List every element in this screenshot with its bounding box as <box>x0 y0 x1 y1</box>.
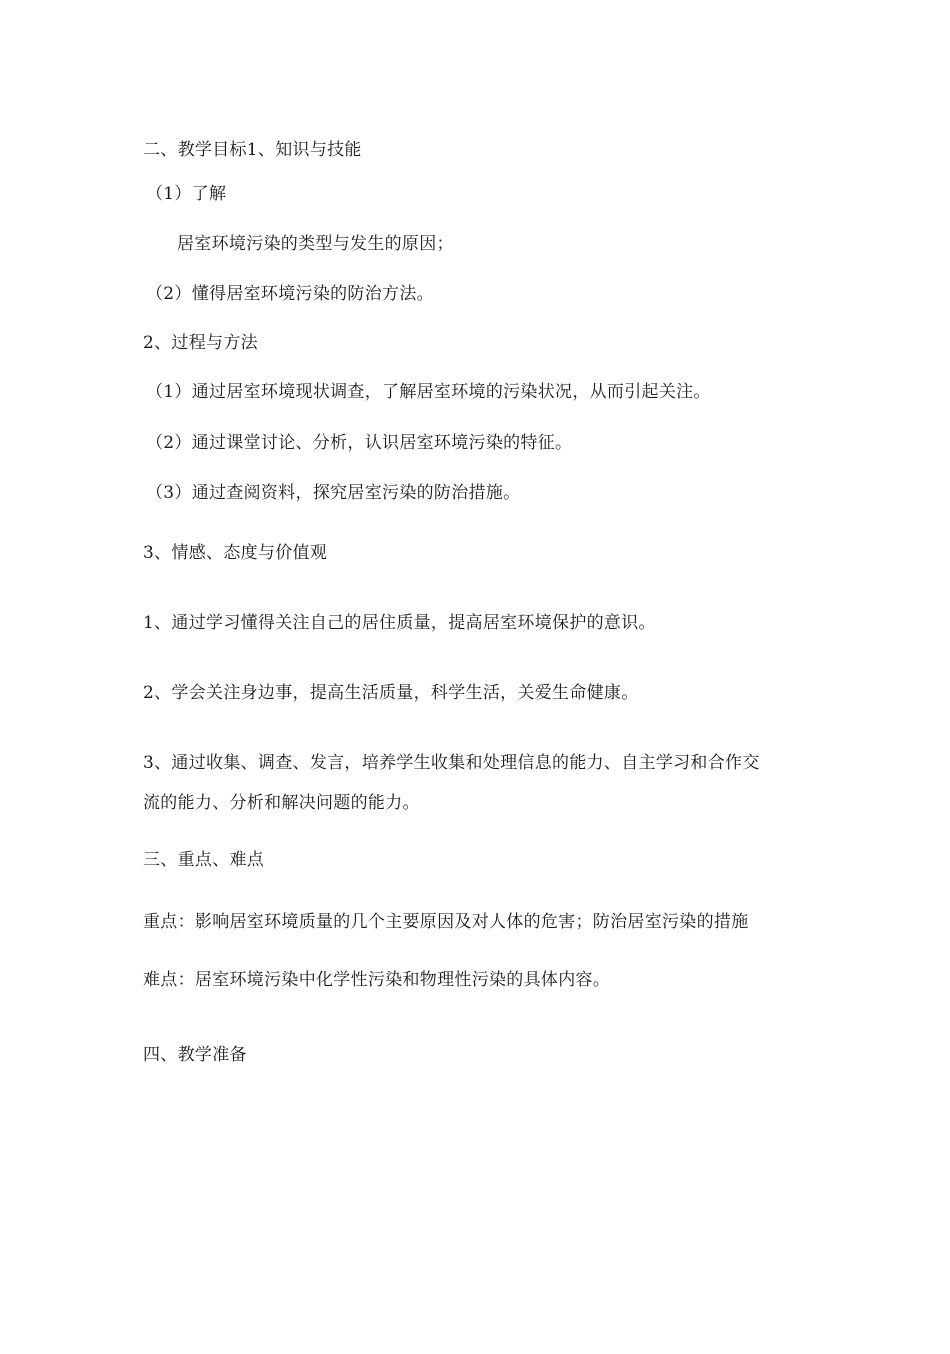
section-heading-preparation: 四、教学准备 <box>143 1045 247 1065</box>
subheading-process-methods: 2、过程与方法 <box>143 333 258 353</box>
list-item: 2、学会关注身边事，提高生活质量，科学生活，关爱生命健康。 <box>143 683 639 703</box>
subheading-attitude-values: 3、情感、态度与价值观 <box>143 543 328 563</box>
list-item-continuation: 流的能力、分析和解决问题的能力。 <box>143 793 420 813</box>
list-item: 1、通过学习懂得关注自己的居住质量，提高居室环境保护的意识。 <box>143 613 656 633</box>
list-item: （1）通过居室环境现状调查，了解居室环境的污染状况，从而引起关注。 <box>146 382 711 402</box>
list-item: 3、通过收集、调查、发言，培养学生收集和处理信息的能力、自主学习和合作交 <box>143 753 760 773</box>
list-item: （2）通过课堂讨论、分析，认识居室环境污染的特征。 <box>146 433 573 453</box>
list-item: （1）了解 <box>146 184 227 204</box>
paragraph: 居室环境污染的类型与发生的原因； <box>177 234 454 254</box>
list-item: （2）懂得居室环境污染的防治方法。 <box>146 284 434 304</box>
list-item: （3）通过查阅资料，探究居室污染的防治措施。 <box>146 483 521 503</box>
section-heading-key-points: 三、重点、难点 <box>143 850 265 870</box>
paragraph-key-point: 重点：影响居室环境质量的几个主要原因及对人体的危害；防治居室污染的措施 <box>143 912 749 932</box>
section-heading-objectives: 二、教学目标1、知识与技能 <box>143 140 362 160</box>
paragraph-difficult-point: 难点：居室环境污染中化学性污染和物理性污染的具体内容。 <box>143 970 611 990</box>
